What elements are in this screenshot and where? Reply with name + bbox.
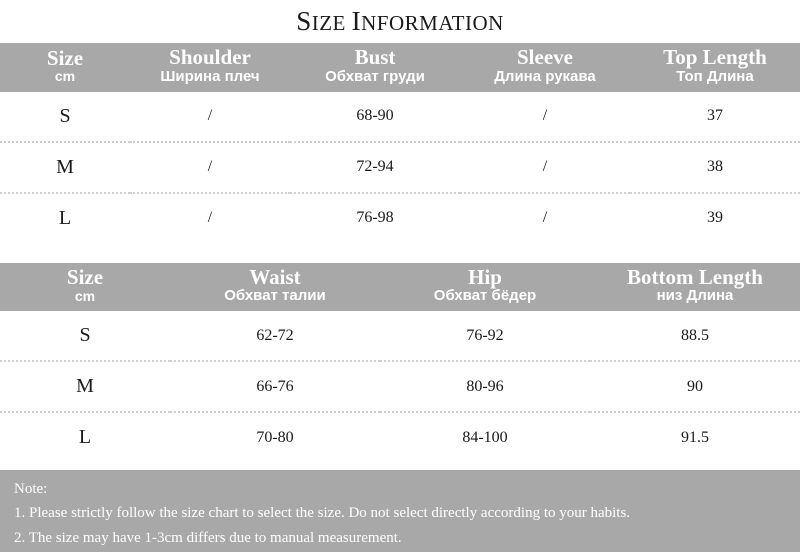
column-header-bust-label: Bust — [354, 45, 396, 69]
top-table-header-row — [0, 43, 800, 92]
note-spacer — [0, 462, 800, 470]
bottom-table-header-row — [0, 263, 800, 312]
cell-size: M — [0, 142, 130, 193]
column-header-sleeve-label-ru: Длина рукава — [494, 67, 596, 85]
cell-size: M — [0, 361, 170, 412]
column-header-top-length-label-ru: Топ Длина — [676, 67, 754, 85]
column-header-sleeve — [460, 43, 630, 92]
table-row — [0, 142, 800, 193]
column-header-bottom-length — [590, 263, 800, 312]
note-title: Note: — [14, 481, 48, 498]
column-header-size — [0, 43, 130, 92]
title-part-1: S — [296, 6, 312, 36]
table-row — [0, 361, 800, 412]
column-header-bottom-length-label: Bottom Length — [627, 264, 763, 289]
column-header-size-unit: cm — [54, 68, 76, 85]
column-header-waist — [170, 263, 380, 312]
cell-shoulder: / — [130, 92, 290, 142]
column-header-size-label: Size — [46, 45, 84, 70]
cell-bust: 72-94 — [290, 142, 460, 193]
title-part-2: IZE — [311, 11, 352, 35]
column-header-size-label: Size — [66, 265, 104, 290]
cell-bust: 76-98 — [356, 209, 394, 227]
note-line-2: 2. The size may have 1-3cm differs due to manual measurement. — [14, 529, 402, 546]
cell-size: L — [78, 426, 92, 449]
title-part-3: I — [351, 6, 362, 36]
column-header-hip-label: Hip — [468, 264, 502, 289]
column-header-top-length — [630, 43, 800, 92]
cell-bottom-length: 91.5 — [681, 428, 709, 446]
cell-waist: 70-80 — [256, 428, 294, 446]
cell-bottom-length: 88.5 — [590, 311, 800, 361]
cell-top-length: 38 — [630, 142, 800, 193]
table-spacer — [0, 243, 800, 263]
note-line-1: 1. Please strictly follow the size chart to select the size. Do not select directly according to your habits. — [14, 505, 631, 522]
column-header-size — [0, 263, 170, 312]
cell-size: S — [0, 92, 130, 142]
column-header-waist-label-ru: Обхват талии — [224, 287, 326, 305]
cell-waist: 66-76 — [170, 361, 380, 412]
table-row — [0, 311, 800, 361]
cell-bust: 68-90 — [290, 92, 460, 142]
cell-size: S — [0, 311, 170, 361]
cell-shoulder: / — [130, 142, 290, 193]
column-header-size-unit: cm — [74, 288, 96, 305]
cell-hip: 76-92 — [380, 311, 590, 361]
bottom-size-table — [0, 263, 800, 463]
cell-hip: 84-100 — [462, 428, 508, 446]
column-header-hip — [380, 263, 590, 312]
top-size-table — [0, 43, 800, 243]
cell-sleeve: / — [460, 92, 630, 142]
title-part-4: NFORMATION — [361, 11, 504, 35]
cell-waist: 62-72 — [170, 311, 380, 361]
cell-top-length: 39 — [707, 209, 723, 227]
page-title — [0, 0, 800, 43]
column-header-bottom-length-label-ru: низ Длина — [656, 287, 734, 305]
column-header-bust — [290, 43, 460, 92]
column-header-sleeve-label: Sleeve — [517, 45, 573, 69]
cell-size: L — [58, 206, 72, 229]
column-header-waist-label: Waist — [249, 264, 301, 289]
note-block — [0, 470, 800, 552]
cell-sleeve: / — [542, 209, 548, 227]
cell-shoulder: / — [207, 209, 213, 227]
column-header-shoulder-label-ru: Ширина плеч — [160, 67, 260, 85]
cell-hip: 80-96 — [380, 361, 590, 412]
cell-bottom-length: 90 — [590, 361, 800, 412]
cell-sleeve: / — [460, 142, 630, 193]
column-header-shoulder-label: Shoulder — [169, 45, 251, 69]
column-header-shoulder — [130, 43, 290, 92]
cell-top-length: 37 — [630, 92, 800, 142]
table-row — [0, 193, 800, 243]
column-header-hip-label-ru: Обхват бёдер — [433, 287, 537, 305]
table-row — [0, 412, 800, 462]
table-row — [0, 92, 800, 142]
column-header-bust-label-ru: Обхват груди — [325, 67, 425, 85]
column-header-top-length-label: Top Length — [663, 45, 767, 69]
